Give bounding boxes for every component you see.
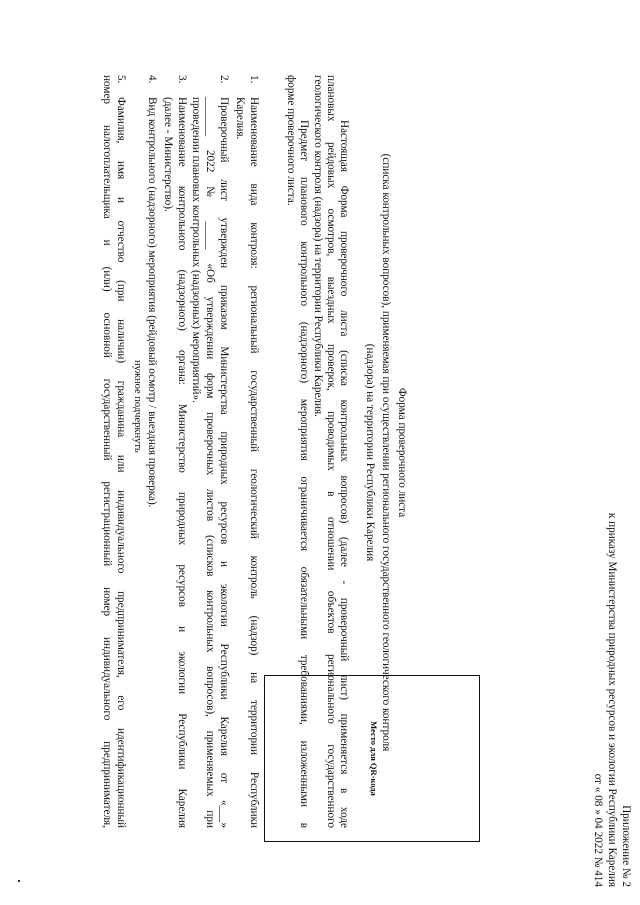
item-3-number: 3. bbox=[176, 75, 188, 84]
item-2-number: 2. bbox=[218, 75, 230, 84]
intro-paragraph-1-line-2: плановых рейдовых осмотров, выездных проверок, проводимых в отношении объектов регионального государственного bbox=[325, 75, 337, 828]
intro-paragraph-2-line-1: Предмет планового контрольного (надзорного) мероприятия ограничивается обязательными требованиями, изложенными в bbox=[298, 120, 310, 828]
item-2-line-3: проведении плановых контрольных (надзорных) мероприятий». bbox=[190, 97, 202, 403]
intro-paragraph-1-line-3: геологического контроля (надзора) на территории Республики Карелия. bbox=[312, 75, 324, 417]
item-1-line-2: Карелия. bbox=[234, 97, 246, 140]
item-1-line-1: Наименование вида контроля: региональный государственный геологический контроль (надзор) на территории Республики bbox=[248, 97, 260, 828]
item-3-line-2: (далее - Министерство). bbox=[162, 97, 174, 212]
item-4-note: нужное подчеркнуть bbox=[132, 360, 143, 453]
item-4-line-1: Вид контрольного (надзорного) мероприятия (рейдовый осмотр / выездная проверка). bbox=[146, 97, 158, 508]
item-5-number: 5. bbox=[115, 75, 127, 84]
form-subtitle-line-1: (списка контрольных вопросов), применяемая при осуществлении регионального государственного геологического контроля bbox=[380, 153, 392, 752]
item-1-number: 1. bbox=[248, 75, 260, 84]
qr-code-label: Место для QR-кода bbox=[369, 721, 379, 796]
item-3-line-1: Наименование контрольного (надзорного) органа: Министерство природных ресурсов и экологии Республики Карелия bbox=[176, 97, 188, 828]
intro-paragraph-1-line-1: Настоящая Форма проверочного листа (списка контрольных вопросов) (далее - проверочный лист) применяется в ходе bbox=[338, 120, 350, 828]
form-title: Форма проверочного листа bbox=[396, 387, 408, 518]
item-5-line-2: номер налогоплательщика и (или) основной государственный регистрационный номер индивидуального предпринимателя, bbox=[101, 75, 113, 828]
order-reference: к приказу Министерства природных ресурсов и экологии Республики Карелия bbox=[606, 512, 618, 887]
item-2-line-1: Проверочный лист утвержден приказом Министерства природных ресурсов и экологии Республики Карелия от «___» bbox=[218, 97, 230, 828]
item-2-line-2: _______ 2022 № _____ «Об утверждении форм проверочных листов (списков контрольных вопросов), применяемых при bbox=[204, 97, 216, 828]
order-date-line: от « 08 » 04 2022 № 414 bbox=[592, 773, 604, 887]
form-subtitle-line-2: (надзора) на территории Республики Карелия bbox=[364, 343, 376, 562]
item-5-line-1: Фамилия, имя и отчество (при наличии) гражданина или индивидуального предпринимателя, его идентификационный bbox=[115, 97, 127, 828]
item-4-number: 4. bbox=[146, 75, 158, 84]
intro-paragraph-2-line-2: форме проверочного листа. bbox=[285, 75, 297, 206]
appendix-title: Приложение № 2 bbox=[620, 805, 632, 887]
scan-speck bbox=[18, 880, 20, 882]
